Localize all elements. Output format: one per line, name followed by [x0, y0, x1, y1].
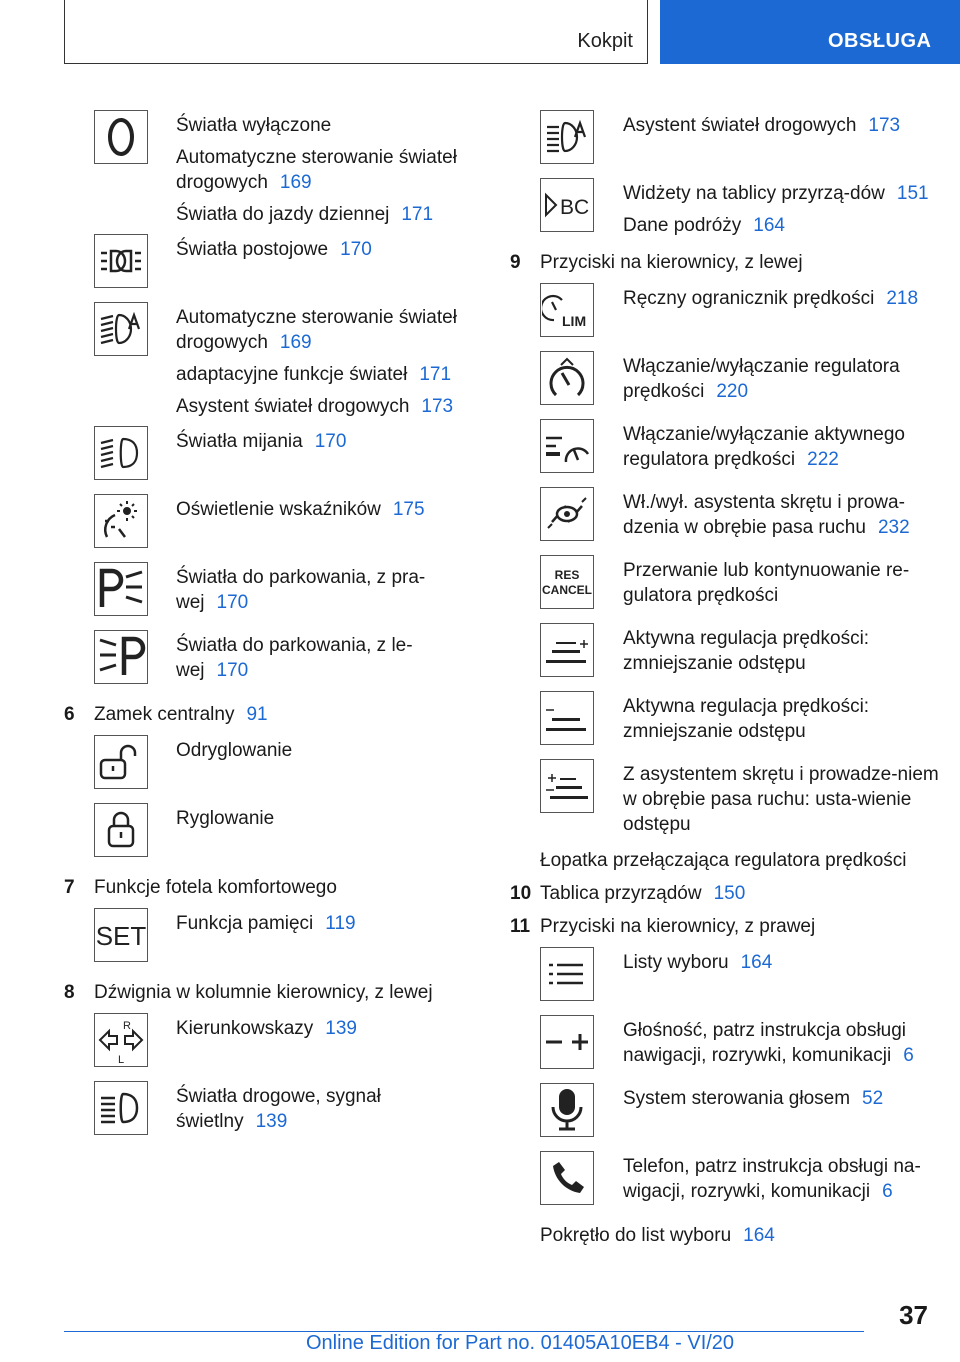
symbol-description — [623, 110, 940, 145]
symbol-description — [176, 1081, 474, 1141]
entry-text — [176, 305, 474, 355]
parking-left-icon — [94, 630, 148, 684]
distance-minus-icon — [540, 691, 594, 745]
entry-label: Wł./wył. asystenta skrętu i prowa-dzenia w obrębie pasa ruchu — [623, 492, 905, 538]
entry-text — [623, 762, 940, 837]
entry-label: Asystent świateł drogowych — [623, 115, 857, 136]
symbol-row — [64, 735, 474, 803]
entry-label: Światła do parkowania, z le-wej — [176, 635, 413, 681]
entry-text — [623, 694, 940, 744]
volume-icon — [540, 1015, 594, 1069]
symbol-row — [510, 947, 940, 1015]
auto-high-beam-icon — [94, 302, 148, 356]
chapter-tab[interactable] — [660, 0, 960, 64]
page-reference-link[interactable]: 232 — [877, 517, 910, 538]
entry-label: Automatyczne sterowanie świateł drogowych — [176, 147, 457, 193]
entry-label: Asystent świateł drogowych — [176, 396, 410, 417]
item-text: Tablica przyrządów — [540, 883, 702, 904]
entry-label: Pokrętło do list wyboru — [540, 1225, 732, 1246]
low-beam-icon — [94, 426, 148, 480]
symbol-row — [64, 630, 474, 698]
symbol-description — [623, 623, 940, 683]
item-label — [94, 875, 337, 900]
symbol-row — [510, 555, 940, 623]
item-number: 11 — [510, 916, 531, 937]
symbol-row — [510, 487, 940, 555]
entry-text — [176, 113, 474, 138]
numbered-item — [510, 881, 940, 906]
symbol-row — [64, 110, 474, 234]
limiter-icon — [540, 283, 594, 337]
entry-text — [623, 1086, 940, 1111]
entry-label: Światła do jazdy dziennej — [176, 204, 390, 225]
symbol-description — [623, 691, 940, 751]
symbol-description — [176, 908, 474, 943]
symbol-row — [510, 1015, 940, 1083]
turn-signal-icon — [94, 1013, 148, 1067]
entry-text — [623, 213, 940, 238]
res-cancel-icon — [540, 555, 594, 609]
entry-text — [623, 490, 940, 540]
page-reference-link[interactable]: 218 — [886, 288, 919, 309]
entry-text — [176, 738, 474, 763]
page-reference-link[interactable]: 6 — [903, 1045, 914, 1066]
entry-text — [623, 626, 940, 676]
svg-text:CANCEL: CANCEL — [542, 583, 592, 597]
entry-label: Przerwanie lub kontynuowanie re-gulatora prędkości — [623, 560, 910, 606]
entry-text — [623, 1154, 940, 1204]
high-beam-assist-icon — [540, 110, 594, 164]
page-number: 37 — [899, 1300, 928, 1330]
symbol-description — [176, 234, 474, 269]
symbol-description — [176, 1013, 474, 1048]
entry-text — [623, 950, 940, 975]
item-number: 6 — [64, 704, 75, 725]
entry-label: Światła wyłączone — [176, 115, 332, 136]
symbol-row — [510, 759, 940, 844]
symbol-description — [176, 803, 474, 838]
entry-text — [176, 1084, 474, 1134]
entry-text — [176, 202, 474, 227]
entry-text — [176, 394, 474, 419]
entry-label: Światła mijania — [176, 431, 303, 452]
page-reference-link[interactable]: 164 — [743, 1225, 775, 1246]
symbol-description — [176, 494, 474, 529]
page-reference-link[interactable]: 220 — [716, 381, 749, 402]
entry-text — [623, 422, 940, 472]
page-reference-link[interactable]: 139 — [325, 1018, 357, 1039]
page-reference-link[interactable]: 173 — [421, 396, 454, 417]
lane-assist-icon — [540, 487, 594, 541]
item-number: 8 — [64, 982, 75, 1003]
entry-text — [623, 558, 940, 608]
symbol-row — [510, 419, 940, 487]
section-title: Kokpit — [577, 30, 633, 52]
symbol-row — [64, 494, 474, 562]
parking-lights-icon — [94, 234, 148, 288]
entry-label: Automatyczne sterowanie świateł drogowych — [176, 307, 457, 353]
svg-text:L: L — [118, 1054, 125, 1065]
entry-label: Widżety na tablicy przyrzą-dów — [623, 183, 885, 204]
symbol-description — [623, 178, 940, 245]
plain-entry — [540, 1223, 940, 1248]
symbol-description — [623, 283, 940, 318]
entry-label: Łopatka przełączająca regulatora prędkości — [540, 850, 907, 871]
numbered-item — [510, 914, 940, 939]
entry-label: Włączanie/wyłączanie regulatora prędkości — [623, 356, 900, 402]
entry-label: Światła do parkowania, z pra-wej — [176, 567, 426, 613]
symbol-row — [510, 1151, 940, 1219]
symbol-row — [510, 691, 940, 759]
symbol-description — [623, 1083, 940, 1118]
phone-icon — [540, 1151, 594, 1205]
cruise-control-icon — [540, 351, 594, 405]
entry-label: Telefon, patrz instrukcja obsługi na-wigacji, rozrywki, komunikacji — [623, 1156, 921, 1202]
numbered-item — [64, 875, 474, 900]
entry-label: Z asystentem skrętu i prowadze-niem w obrębie pasa ruchu: usta-wienie odstępu — [623, 764, 939, 835]
item-text: Zamek centralny — [94, 704, 235, 725]
symbol-row — [510, 623, 940, 691]
numbered-item — [510, 250, 940, 275]
symbol-description — [176, 735, 474, 770]
symbol-row — [64, 302, 474, 426]
page-reference-link[interactable]: 170 — [216, 592, 249, 613]
entry-text — [623, 286, 940, 311]
page-reference-link[interactable]: 170 — [314, 431, 347, 452]
entry-label: Oświetlenie wskaźników — [176, 499, 381, 520]
page-reference-link[interactable]: 151 — [896, 183, 929, 204]
numbered-item — [64, 980, 474, 1005]
symbol-row — [64, 1013, 474, 1081]
entry-text — [176, 633, 474, 683]
entry-text — [623, 181, 940, 206]
page-reference-link[interactable]: 150 — [713, 883, 746, 904]
item-text: Dźwignia w kolumnie kierownicy, z lewej — [94, 982, 433, 1003]
page-reference-link[interactable]: 175 — [392, 499, 425, 520]
parking-right-icon — [94, 562, 148, 616]
page-reference-link[interactable]: 170 — [340, 239, 372, 260]
item-number: 7 — [64, 877, 75, 898]
page-reference-link[interactable]: 91 — [246, 704, 268, 725]
symbol-row — [510, 110, 940, 178]
list-icon — [540, 947, 594, 1001]
page-reference-link[interactable]: 171 — [419, 364, 452, 385]
item-label — [94, 980, 433, 1005]
entry-label: Światła drogowe, sygnał świetlny — [176, 1086, 381, 1132]
instrument-lighting-icon — [94, 494, 148, 548]
page-reference-link[interactable]: 171 — [401, 204, 434, 225]
page-reference-link[interactable]: 170 — [216, 660, 249, 681]
entry-text — [176, 429, 474, 454]
symbol-description — [623, 1015, 940, 1075]
item-label — [540, 250, 803, 275]
item-text: Funkcje fotela komfortowego — [94, 877, 337, 898]
left-column — [64, 110, 474, 1149]
right-column — [510, 110, 940, 1256]
entry-text — [176, 565, 474, 615]
edition-text: Online Edition for Part no. 01405A10EB4 - VI/20 — [306, 1332, 735, 1354]
svg-text:R: R — [123, 1020, 131, 1032]
distance-lane-icon — [540, 759, 594, 813]
symbol-description — [623, 555, 940, 615]
page-reference-link[interactable]: 173 — [868, 115, 901, 136]
entry-label: Funkcja pamięci — [176, 913, 314, 934]
svg-text:LIM: LIM — [562, 313, 587, 329]
symbol-row — [64, 803, 474, 871]
plain-entry — [540, 848, 940, 873]
lock-icon — [94, 803, 148, 857]
symbol-description — [176, 630, 474, 690]
item-text: Przyciski na kierownicy, z prawej — [540, 916, 816, 937]
symbol-row — [64, 562, 474, 630]
distance-plus-icon — [540, 623, 594, 677]
entry-label: Kierunkowskazy — [176, 1018, 314, 1039]
symbol-description — [623, 487, 940, 547]
symbol-description — [623, 1151, 940, 1211]
entry-label: Głośność, patrz instrukcja obsługi nawigacji, rozrywki, komunikacji — [623, 1020, 907, 1066]
entry-text — [176, 497, 474, 522]
symbol-description — [623, 351, 940, 411]
symbol-row — [510, 178, 940, 246]
page-reference-link[interactable]: 52 — [862, 1088, 884, 1109]
symbol-description — [623, 419, 940, 479]
entry-label: Odryglowanie — [176, 740, 293, 761]
symbol-description — [176, 110, 474, 234]
chapter-tab-label: OBSŁUGA — [828, 30, 932, 52]
active-cruise-icon — [540, 419, 594, 473]
entry-label: Ręczny ogranicznik prędkości — [623, 288, 875, 309]
page-reference-link[interactable]: 119 — [325, 913, 356, 934]
symbol-description — [176, 426, 474, 461]
symbol-row — [64, 1081, 474, 1149]
svg-text:SET: SET — [96, 921, 146, 951]
set-icon — [94, 908, 148, 962]
header-box — [64, 0, 648, 64]
item-text: Przyciski na kierownicy, z lewej — [540, 252, 803, 273]
symbol-description — [176, 302, 474, 426]
entry-label: Włączanie/wyłączanie aktywnego regulatora prędkości — [623, 424, 905, 470]
microphone-icon — [540, 1083, 594, 1137]
entry-label: Dane podróży — [623, 215, 742, 236]
entry-text — [176, 362, 474, 387]
page-reference-link[interactable]: 164 — [753, 215, 785, 236]
entry-label: adaptacyjne funkcje świateł — [176, 364, 408, 385]
item-number: 10 — [510, 883, 532, 904]
item-number: 9 — [510, 252, 521, 273]
svg-text:RES: RES — [554, 568, 580, 582]
lights-off-icon — [94, 110, 148, 164]
entry-label: Ryglowanie — [176, 808, 275, 829]
entry-text — [623, 1018, 940, 1068]
page-reference-link[interactable]: 169 — [279, 172, 312, 193]
page-reference-link[interactable]: 6 — [882, 1181, 893, 1202]
svg-text:BC: BC — [560, 196, 590, 219]
bc-icon — [540, 178, 594, 232]
item-label — [540, 914, 815, 939]
entry-label: Światła postojowe — [176, 239, 329, 260]
symbol-description — [623, 947, 940, 982]
page-reference-link[interactable]: 222 — [807, 449, 839, 470]
entry-label: Listy wyboru — [623, 952, 729, 973]
page-reference-link[interactable]: 139 — [255, 1111, 288, 1132]
entry-text — [176, 1016, 474, 1041]
symbol-row — [510, 283, 940, 351]
entry-text — [176, 237, 474, 262]
symbol-row — [510, 1083, 940, 1151]
symbol-description — [623, 759, 940, 844]
item-label — [540, 881, 745, 906]
item-label — [94, 702, 268, 727]
entry-text — [623, 113, 940, 138]
unlock-icon — [94, 735, 148, 789]
high-beam-icon — [94, 1081, 148, 1135]
symbol-row — [64, 908, 474, 976]
entry-text — [176, 806, 474, 831]
entry-label: Aktywna regulacja prędkości: zmniejszanie odstępu — [623, 696, 870, 742]
page-reference-link[interactable]: 164 — [740, 952, 773, 973]
entry-label: Aktywna regulacja prędkości: zmniejszanie odstępu — [623, 628, 870, 674]
numbered-item — [64, 702, 474, 727]
symbol-row — [64, 234, 474, 302]
entry-text — [176, 145, 474, 195]
entry-label: System sterowania głosem — [623, 1088, 851, 1109]
symbol-row — [64, 426, 474, 494]
entry-text — [176, 911, 474, 936]
symbol-row — [510, 351, 940, 419]
symbol-description — [176, 562, 474, 622]
entry-text — [623, 354, 940, 404]
page-reference-link[interactable]: 169 — [279, 332, 312, 353]
